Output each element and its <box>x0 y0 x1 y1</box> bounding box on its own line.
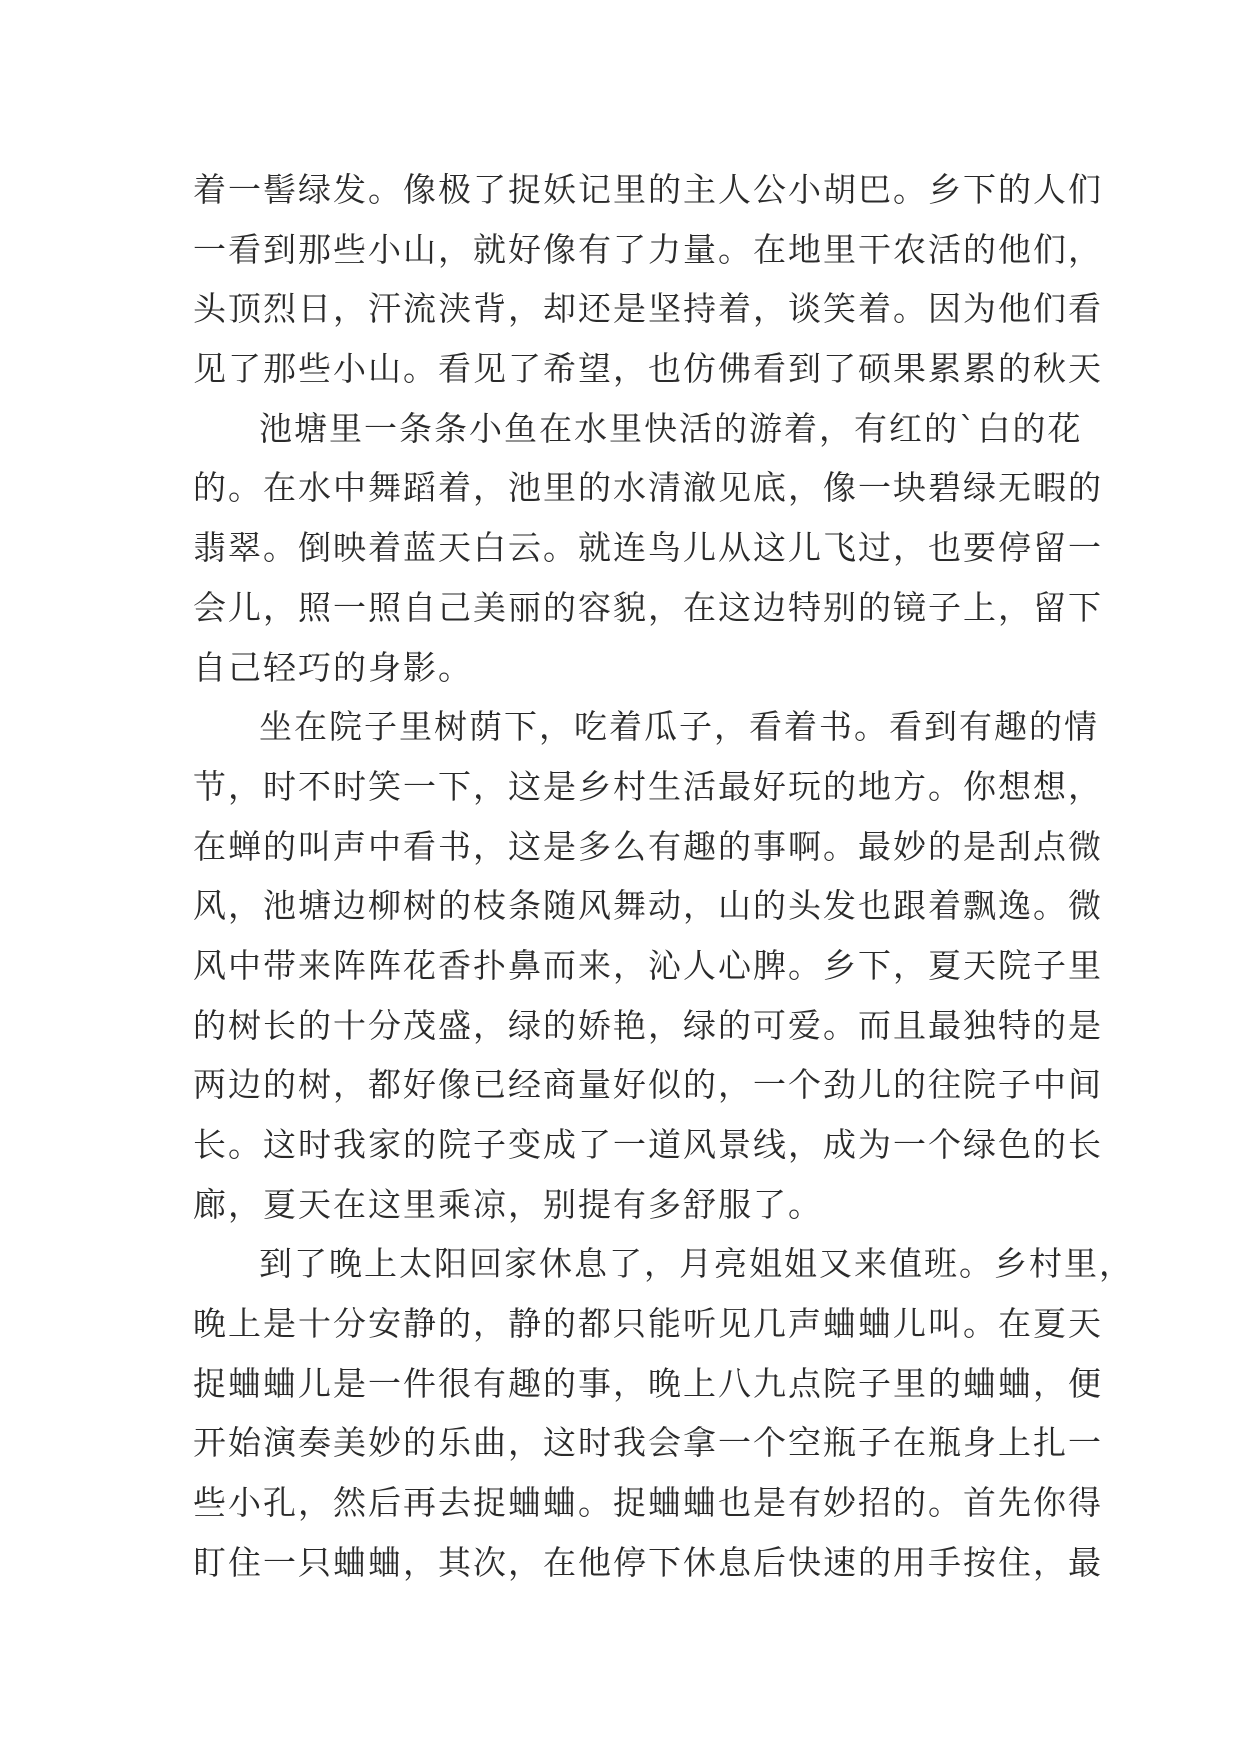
text-line: 池塘里一条条小鱼在水里快活的游着，有红的`白的花 <box>259 408 1083 448</box>
paragraph <box>193 1234 1134 1592</box>
text-line: 盯住一只蛐蛐，其次，在他停下休息后快速的用手按住，最 <box>193 1542 1103 1582</box>
text-line: 会儿，照一照自己美丽的容貌，在这边特别的镜子上，留下 <box>193 587 1103 627</box>
text-line: 着一髻绿发。像极了捉妖记里的主人公小胡巴。乡下的人们 <box>193 170 1103 209</box>
text-line: 些小孔，然后再去捉蛐蛐。捉蛐蛐也是有妙招的。首先你得 <box>193 1483 1103 1523</box>
text-line: 两边的树，都好像已经商量好似的，一个劲儿的往院子中间 <box>193 1065 1103 1105</box>
paragraph <box>193 697 1103 1234</box>
text-line: 头顶烈日，汗流浃背，却还是坚持着，谈笑着。因为他们看 <box>193 289 1103 329</box>
text-line: 捉蛐蛐儿是一件很有趣的事，晚上八九点院子里的蛐蛐，便 <box>193 1363 1103 1403</box>
text-line: 风，池塘边柳树的枝条随风舞动，山的头发也跟着飘逸。微 <box>193 886 1103 926</box>
text-line: 廊，夏天在这里乘凉，别提有多舒服了。 <box>193 1184 823 1224</box>
text-line: 的树长的十分茂盛，绿的娇艳，绿的可爱。而且最独特的是 <box>193 1005 1103 1045</box>
text-line: 坐在院子里树荫下，吃着瓜子，看着书。看到有趣的情 <box>259 707 1099 747</box>
text-line: 的。在水中舞蹈着，池里的水清澈见底，像一块碧绿无暇的 <box>193 468 1103 508</box>
text-line: 见了那些小山。看见了希望，也仿佛看到了硕果累累的秋天 <box>193 349 1103 389</box>
document-page <box>193 160 1134 1593</box>
text-line: 开始演奏美妙的乐曲，这时我会拿一个空瓶子在瓶身上扎一 <box>193 1423 1103 1463</box>
text-line: 晚上是十分安静的，静的都只能听见几声蛐蛐儿叫。在夏天 <box>193 1304 1103 1344</box>
paragraph <box>193 160 1103 399</box>
text-line: 自己轻巧的身影。 <box>193 647 473 687</box>
text-line: 节，时不时笑一下，这是乡村生活最好玩的地方。你想想， <box>193 766 1103 806</box>
text-line: 一看到那些小山，就好像有了力量。在地里干农活的他们， <box>193 229 1103 269</box>
text-line: 风中带来阵阵花香扑鼻而来，沁人心脾。乡下，夏天院子里 <box>193 945 1103 985</box>
text-line: 翡翠。倒映着蓝天白云。就连鸟儿从这儿飞过，也要停留一 <box>193 528 1103 568</box>
text-line: 长。这时我家的院子变成了一道风景线，成为一个绿色的长 <box>193 1125 1103 1164</box>
paragraph <box>193 399 1103 697</box>
text-line: 到了晚上太阳回家休息了，月亮姐姐又来值班。乡村里， <box>259 1244 1134 1284</box>
text-line: 在蝉的叫声中看书，这是多么有趣的事啊。最妙的是刮点微 <box>193 826 1103 866</box>
